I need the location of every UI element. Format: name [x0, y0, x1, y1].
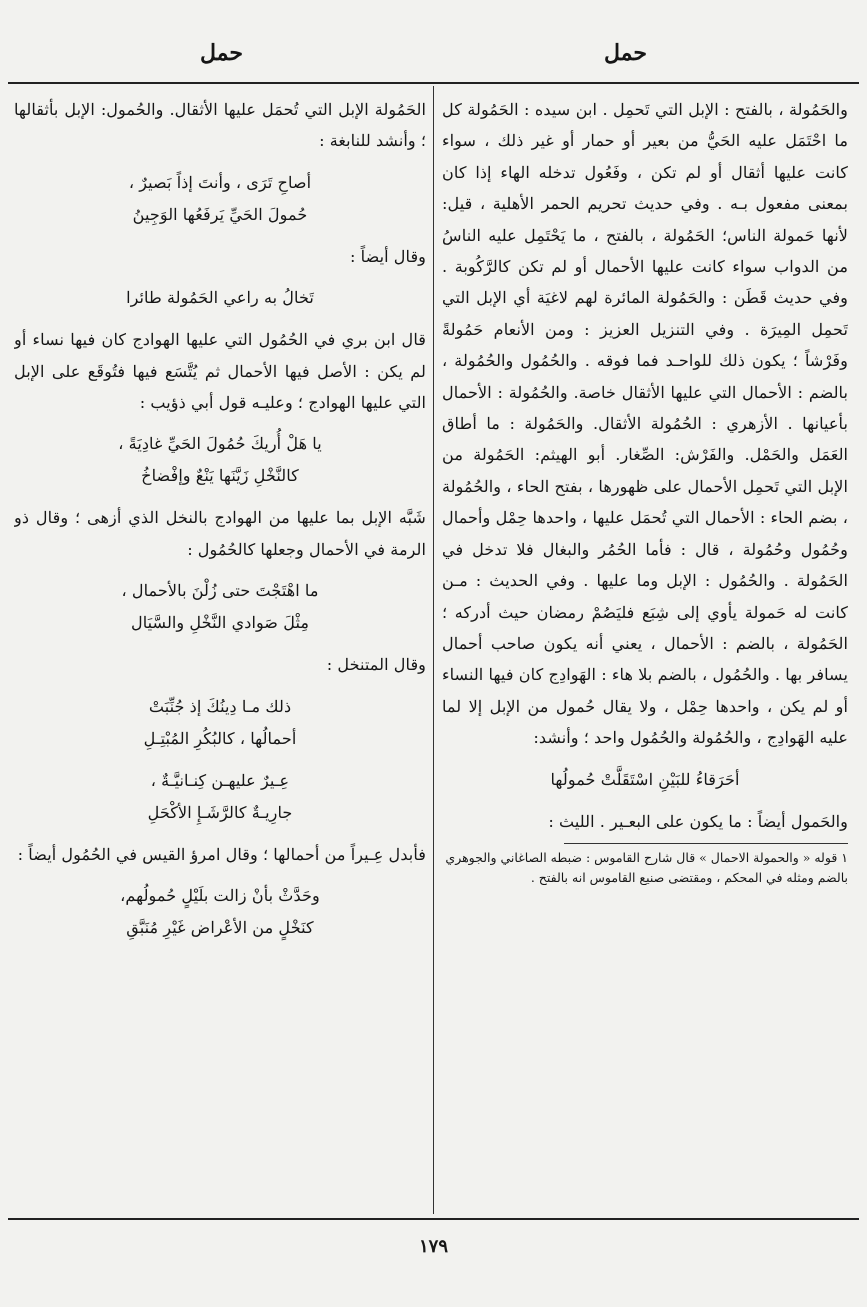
verse-line: أحمالُها ، كالبُكُرِ المُبْتِـلِ	[143, 728, 297, 748]
footnote-rule	[564, 843, 848, 844]
verse-line: جارِيـةٌ كالرَّشَـإِ الأكْحَلِ	[147, 802, 293, 822]
left-paragraph-4: شَبَّه الإبل بما عليها من الهوادج بالنخل الذي أزهى ؛ وقال ذو الرمة في الأحمال وجعلها كالحُمُول :	[14, 508, 426, 559]
verse-line: تَخالُ به راعي الحَمُولة طائرا	[126, 288, 314, 308]
footer-rule	[8, 1218, 859, 1220]
verse-line: ذلك مـا دِينُكَ إذ جُنِّبَتْ	[148, 696, 292, 716]
left-verse-3	[14, 428, 426, 492]
left-column	[14, 94, 426, 1214]
left-paragraph-3: قال ابن بري في الحُمُول التي عليها الهوادج كان فيها نساء أو لم يكن : الأصل فيها الأحمال ثم يُتَّسَع فيها فتُوقَع على الإبل التي عليها الهوادج ؛ وعليـه قول أبي ذؤيب :	[14, 330, 426, 413]
left-verse-7	[14, 880, 426, 944]
verse-line: مِثْلَ صَوادي النَّخْلِ والسَّيَال	[130, 613, 310, 633]
verse-line: ما اهْتَجْتَ حتى زُلْنَ بالأحمال ،	[121, 581, 319, 601]
left-paragraph-5: وقال المتنخل :	[326, 655, 426, 675]
verse-line: عِـيرٌ عليهـن كِنـانيَّـةٌ ،	[150, 770, 290, 790]
left-paragraph-1: الحَمُولة الإبل التي تُحمَل عليها الأثقال. والحُمول: الإبل بأثقالها ؛ وأنشد للنابغة :	[14, 100, 426, 151]
left-verse-6	[14, 765, 426, 829]
column-separator	[433, 86, 434, 1214]
verse-line: حُمولَ الحَيِّ يَرفَعُها الوَجِينُ	[132, 204, 308, 224]
running-header-left: حمل	[200, 40, 243, 66]
left-verse-2	[14, 282, 426, 314]
right-verse-1	[442, 764, 848, 796]
right-column	[442, 94, 848, 1214]
verse-line: يا هَلْ أُريكَ حُمُولَ الحَيِّ غادِيَةً ،	[118, 434, 322, 454]
footnote: ١ قوله « والحمولة الاحمال » قال شارح القاموس : ضبطه الصاغاني والجوهري بالضم ومثله في المحكم ، ومقتضى صنيع القاموس انه بالفتح .	[445, 849, 848, 885]
left-paragraph-2: وقال أيضاً :	[350, 246, 426, 266]
left-paragraph-6: فأبدل عِـيراً من أحمالها ؛ وقال امرؤ القيس في الحُمُول أيضاً :	[17, 844, 426, 864]
right-paragraph-1: والحَمُولة ، بالفتح : الإبل التي تَحمِل . ابن سيده : الحَمُولة كل ما احْتَمَل عليه الحَيُّ من بعير أو حمار أو غير ذلك ، سواء كانت عليها أثقال أو لم تكن ، وفَعُول تدخله الهاء إذا كان بمعنى مفعول بـه . وفي حديث تحريم الحمر الأهلية ، قيل: لأنها حَمولة الناس؛ الحَمُولة ، بالفتح ، ما يَحْتَمِل عليه الناسُ من الدواب سواء كانت عليها الأحمال أو لم تكن كالرَّكُوبة . وفي حديث قَطَن : والحَمُولة المائرة لهم لاغيَة أي الإبل التي تَحمِل المِيرَة . وفي التنزيل العزيز : ومن الأنعام حَمُولةً وفَرْشاً ؛ يكون ذلك للواحـد فما فوقه . والحُمُول والحُمُولة ، بالضم : الأحمال التي عليها الأثقال خاصة. والحُمُولة : الأحمال بأعيانها . الأزهري : الحُمُولة الأثقال. والحَمُولة : ما أطاق العَمَل والحَمْل. والفَرْش: الصِّغار. أبو الهيثم: الحَمُولة من الإبل التي تَحمِل الأحمال على ظهورها ، بفتح الحاء ، والحُمُولة ، بضم الحاء : الأحمال التي تُحمَل عليها ، واحدها حِمْل وأحمال وحُمُول وحُمُولة ، قال : فأما الحُمُر والبغال فلا تدخل في الحَمُولة . والحُمُول : الإبل وما عليها . وفي الحديث : مـن كانت له حَمولة يأوي إلى شِبَع فليَصُمْ رمضان حيث أدركه ؛ الحَمُولة ، بالضم : الأحمال ، يعني أنه يكون صاحب أحمال يسافر بها . والحُمُول ، بالضم بلا هاء : الهَوادِج كان فيها النساء أو لم يكن ، واحدها حِمْل ، ولا يقال حُمول من الإبل إلا لما عليه الهَوادِج ، والحُمُولة والحُمُول واحد ؛ وأنشد:	[442, 100, 848, 748]
verse-line: وحَدَّثْ بأنْ زالت بلَيْلٍ حُمولُهم،	[120, 886, 320, 906]
running-header-right: حمل	[604, 40, 647, 66]
left-verse-4	[14, 575, 426, 639]
verse-line: أصاحِ تَرَى ، وأنتَ إذاً بَصيرٌ ،	[128, 172, 312, 192]
header-rule	[8, 82, 859, 84]
right-paragraph-2: والحَمول أيضاً : ما يكون على البعـير . الليث :	[548, 811, 848, 831]
left-verse-5	[14, 691, 426, 755]
verse-line: أحَرَقاءُ للبَيْنِ اسْتَقَلَّتْ حُمولُها	[550, 769, 740, 789]
verse-line: كالنَّخْلِ زَيَّنَها يَنْعٌ وإفْضاخُ	[141, 466, 299, 486]
verse-line: كنَخْلٍ من الأعْراض غَيْرِ مُنَبَّقِ	[126, 918, 314, 938]
left-verse-1	[14, 167, 426, 231]
page-number: ١٧٩	[418, 1236, 448, 1257]
